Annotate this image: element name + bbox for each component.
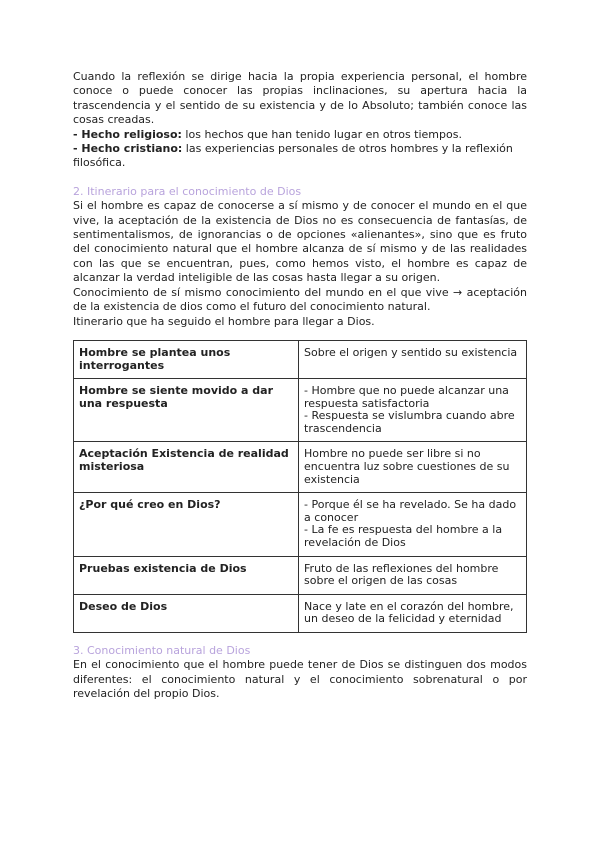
- table-cell-line: - La fe es respuesta del hombre a la revelación de Dios: [304, 523, 503, 550]
- hecho-religioso-text: los hechos que han tenido lugar en otros tiempos.: [181, 127, 462, 141]
- itinerary-table-body: [74, 340, 527, 632]
- table-cell-stage: Deseo de Dios: [74, 594, 299, 632]
- table-cell-description: [299, 556, 527, 594]
- table-cell-description: [299, 379, 527, 442]
- spacer: [73, 171, 527, 185]
- hecho-religioso-item: [73, 128, 527, 142]
- table-cell-description: [299, 340, 527, 378]
- table-cell-line: - Respuesta se vislumbra cuando abre trascendencia: [304, 409, 515, 435]
- hecho-cristiano-text: las experiencias personales de otros hombres y la reflexión filosófica.: [73, 142, 513, 170]
- section-3-paragraph: En el conocimiento que el hombre puede tener de Dios se distinguen dos modos diferentes: el conocimiento natural y el conocimiento sobrenatural o por revelación del propio Dios.: [73, 658, 527, 701]
- hecho-cristiano-item: [73, 142, 527, 171]
- hecho-cristiano-label: - Hecho cristiano:: [73, 142, 183, 156]
- table-row: [74, 379, 527, 442]
- table-cell-line: Fruto de las reflexiones del hombre sobre el origen de las cosas: [304, 561, 499, 588]
- table-cell-stage: ¿Por qué creo en Dios?: [74, 493, 299, 556]
- table-cell-description: [299, 493, 527, 556]
- table-cell-line: - Hombre que no puede alcanzar una respuesta satisfactoria: [304, 384, 509, 410]
- table-cell-line: Hombre no puede ser libre si no encuentra luz sobre cuestiones de su existencia: [304, 447, 510, 486]
- table-row: [74, 594, 527, 632]
- table-row: [74, 493, 527, 556]
- table-row: [74, 442, 527, 493]
- section-2-paragraph-2: Conocimiento de sí mismo conocimiento del mundo en el que vive → aceptación de la existencia de dios como el futuro del conocimiento natural.: [73, 285, 527, 314]
- table-cell-line: - Porque él se ha revelado. Se ha dado a conocer: [304, 498, 517, 524]
- itinerary-table: [73, 340, 527, 633]
- table-cell-stage: Aceptación Existencia de realidad misteriosa: [74, 442, 299, 493]
- table-cell-description: [299, 442, 527, 493]
- table-row: [74, 556, 527, 594]
- table-cell-stage: Hombre se siente movido a dar una respuesta: [74, 379, 299, 442]
- table-cell-description: [299, 594, 527, 632]
- section-2-heading: 2. Itinerario para el conocimiento de Dios: [73, 184, 302, 198]
- table-cell-line: Nace y late en el corazón del hombre, un deseo de la felicidad y eternidad: [304, 599, 514, 626]
- table-row: [74, 340, 527, 378]
- table-cell-stage: Hombre se plantea unos interrogantes: [74, 340, 299, 378]
- document-body: [73, 70, 527, 702]
- intro-paragraph: Cuando la reflexión se dirige hacia la propia experiencia personal, el hombre conoce o puede conocer las propias inclinaciones, su apertura hacia la trascendencia y el sentido de su existencia y de lo Absoluto; también conoce las cosas creadas.: [73, 70, 527, 127]
- hecho-religioso-label: - Hecho religioso:: [73, 127, 182, 141]
- section-2-paragraph-3: Itinerario que ha seguido el hombre para llegar a Dios.: [73, 314, 375, 328]
- table-cell-stage: Pruebas existencia de Dios: [74, 556, 299, 594]
- section-3-heading: 3. Conocimiento natural de Dios: [73, 644, 251, 657]
- section-2-paragraph-1: Si el hombre es capaz de conocerse a sí mismo y de conocer el mundo en el que vive, la aceptación de la existencia de Dios no es consecuencia de fantasías, de sentimentalismos, de ignorancias o de opciones «alienantes», sino que es fruto del conocimiento natural que el hombre alcanza de sí mismo y de las realidades con las que se encuentran, pues, como hemos visto, el hombre es capaz de alcanzar la verdad inteligible de las cosas hasta llegar a su origen.: [73, 199, 527, 285]
- table-cell-line: Sobre el origen y sentido su existencia: [304, 345, 518, 359]
